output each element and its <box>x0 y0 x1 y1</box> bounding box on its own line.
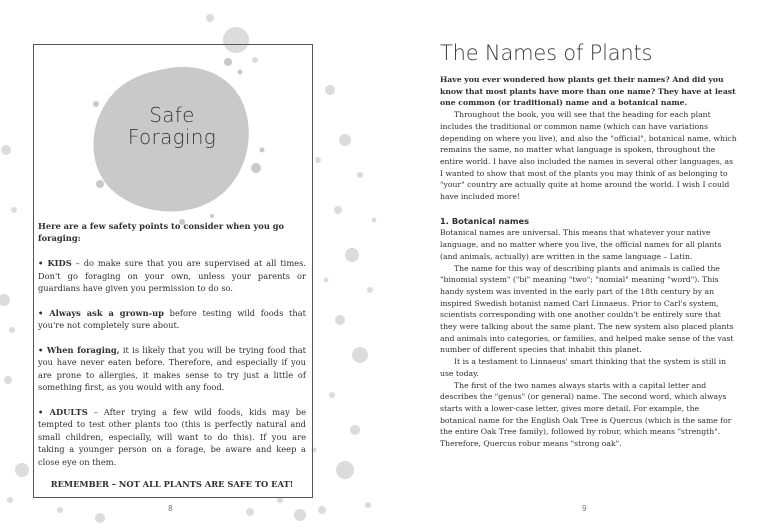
paragraph: It is a testament to Linnaeus' smart thinking that the system is still in use today. <box>440 357 727 378</box>
safety-points <box>38 220 306 503</box>
title-line-1: Safe <box>149 103 195 127</box>
point-text: – After trying a few wild foods, kids may be tempted to test other plants too (this is perfectly natural and small children, especially, will want to do this). If you are taking a younger person on a forage, be aware and keep a close eye on them. <box>38 407 306 467</box>
safety-point-grown-up <box>38 307 306 332</box>
safety-closing: REMEMBER – NOT ALL PLANTS ARE SAFE TO EAT! <box>50 479 294 490</box>
right-page <box>384 0 768 530</box>
point-text: – do make sure that you are supervised at all times. Don't go foraging on your own, unless your parents or guardians have given you permission to do so. <box>38 258 306 294</box>
section-heading: 1. Botanical names <box>440 215 530 226</box>
point-bold: • KIDS <box>38 258 72 269</box>
point-bold: • ADULTS <box>38 407 88 418</box>
paragraph: Botanical names are universal. This means that whatever your native language, and no matter where you live, the official names for all plants (and animals, actually) are written in the same language – Latin. <box>440 228 722 261</box>
point-bold: • Always ask a grown-up <box>38 307 164 318</box>
page-number-right: 9 <box>582 504 587 513</box>
paragraph: The first of the two names always starts with a capital letter and describes the "genus" (or general) name. The second word, which always starts with a lower-case letter, gives more detail. For example, the botanical name for the English Oak Tree is Quercus (which is the same for the entire Oak Tree family), followed by robur, which means "strength". Therefore, Quercus robur means "strong oak". <box>440 380 732 449</box>
names-of-plants-article <box>440 40 737 450</box>
safety-point-kids <box>38 257 306 294</box>
title-line-2: Foraging <box>127 125 217 149</box>
page-title: The Names of Plants <box>440 41 653 65</box>
point-text: it is likely that you will be trying food that you have never eaten before. Therefore, and especially if you are prone to allergies, it makes sense to try just a little of something first, as you would with any food. <box>38 345 306 393</box>
safe-foraging-title <box>33 104 311 148</box>
article-body <box>440 74 737 450</box>
paragraph: Throughout the book, you will see that the heading for each plant includes the traditional or common name (which can have variations depending on where you live), and also the "official", botanical name, which remains the same, no matter what language is spoken, throughout the entire world. I have also included the names in several other languages, as I wanted to show that most of the plants you may think of as belonging to "your" country are actually quite at home around the world. I wish I could have included more! <box>440 110 737 202</box>
lead-paragraph: Have you ever wondered how plants get their names? And did you know that most plants have more than one name? They have at least one common (or traditional) name and a botanical name. <box>440 75 736 108</box>
safety-point-adults <box>38 406 306 468</box>
safety-point-when-foraging <box>38 344 306 394</box>
point-text: before testing wild foods that you're not completely sure about. <box>38 307 306 331</box>
page-number-left: 8 <box>168 504 173 513</box>
point-bold: • When foraging, <box>38 345 120 356</box>
safety-intro: Here are a few safety points to consider when you go foraging: <box>38 221 285 244</box>
paragraph: The name for this way of describing plants and animals is called the "binomial system" ("bi" meaning "two"; "nomial" meaning "word"). This handy system was invented in the early part of the 18th century by an inspired Swedish botanist named Carl Linnaeus. Prior to Carl's system, scientists corresponding with one another couldn't be entirely sure that they were talking about the same plant. The new system also placed plants and animals into categories, or families, and helped make sense of the vast number of different species that inhabit this planet. <box>440 263 734 355</box>
